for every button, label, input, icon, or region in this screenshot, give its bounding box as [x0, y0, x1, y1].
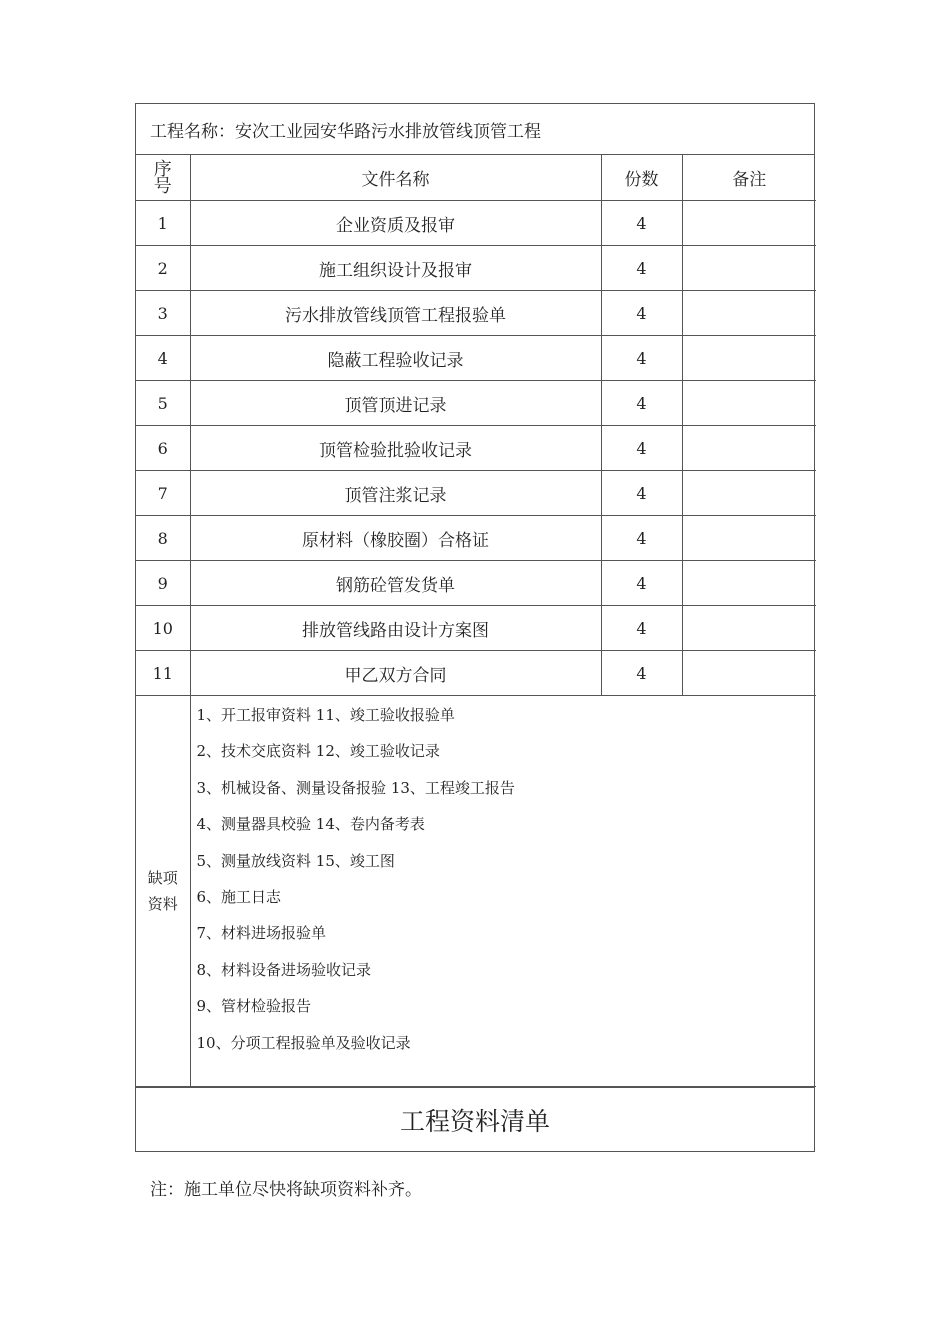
missing-label-line-2: 资料: [147, 895, 178, 913]
cell-file-name: 企业资质及报审: [190, 201, 601, 246]
header-seq-line-1: 序: [153, 158, 172, 180]
table-row: [136, 651, 816, 696]
cell-remarks: [682, 426, 816, 471]
missing-items-row: [136, 696, 816, 1087]
cell-seq: 3: [136, 291, 190, 336]
cell-file-name: 顶管注浆记录: [190, 471, 601, 516]
cell-copies: 4: [601, 516, 682, 561]
table-row: [136, 381, 816, 426]
cell-copies: 4: [601, 471, 682, 516]
header-file-name: 文件名称: [190, 155, 601, 201]
cell-copies: 4: [601, 336, 682, 381]
missing-item: 8、材料设备进场验收记录: [196, 960, 372, 979]
cell-remarks: [682, 381, 816, 426]
table-row: [136, 291, 816, 336]
project-title-row: [136, 104, 814, 155]
cell-seq: 8: [136, 516, 190, 561]
header-seq: [136, 155, 190, 201]
table-row: [136, 606, 816, 651]
cell-remarks: [682, 291, 816, 336]
project-name: 安次工业园安华路污水排放管线顶管工程: [235, 121, 541, 142]
missing-item: 5、测量放线资料 15、竣工图: [196, 851, 395, 870]
missing-item: 9、管材检验报告: [196, 997, 312, 1016]
document-sheet: [135, 103, 815, 1152]
file-list-table: [136, 155, 816, 696]
cell-remarks: [682, 561, 816, 606]
missing-item: 2、技术交底资料 12、竣工验收记录: [196, 742, 440, 761]
cell-remarks: [682, 651, 816, 696]
table-header-row: [136, 155, 816, 201]
cell-copies: 4: [601, 426, 682, 471]
cell-seq: 2: [136, 246, 190, 291]
cell-seq: 9: [136, 561, 190, 606]
table-row: [136, 336, 816, 381]
cell-copies: 4: [601, 606, 682, 651]
table-row: [136, 471, 816, 516]
table-row: [136, 426, 816, 471]
document-title: 工程资料清单: [136, 1087, 814, 1151]
cell-copies: 4: [601, 246, 682, 291]
cell-seq: 1: [136, 201, 190, 246]
cell-seq: 5: [136, 381, 190, 426]
project-label: 工程名称：: [150, 121, 235, 142]
cell-copies: 4: [601, 201, 682, 246]
cell-file-name: 污水排放管线顶管工程报验单: [190, 291, 601, 336]
footnote: 注：施工单位尽快将缺项资料补齐。: [150, 1180, 422, 1200]
missing-item: 7、材料进场报验单: [196, 924, 327, 943]
cell-remarks: [682, 516, 816, 561]
cell-seq: 11: [136, 651, 190, 696]
header-seq-line-2: 号: [153, 175, 172, 197]
cell-remarks: [682, 201, 816, 246]
cell-seq: 4: [136, 336, 190, 381]
cell-seq: 6: [136, 426, 190, 471]
cell-file-name: 顶管顶进记录: [190, 381, 601, 426]
cell-file-name: 施工组织设计及报审: [190, 246, 601, 291]
cell-remarks: [682, 336, 816, 381]
cell-remarks: [682, 606, 816, 651]
cell-file-name: 排放管线路由设计方案图: [190, 606, 601, 651]
table-row: [136, 561, 816, 606]
header-remarks: 备注: [682, 155, 816, 201]
cell-copies: 4: [601, 561, 682, 606]
table-row: [136, 516, 816, 561]
missing-items-list: [190, 696, 816, 1087]
cell-copies: 4: [601, 291, 682, 336]
cell-seq: 10: [136, 606, 190, 651]
cell-file-name: 钢筋砼管发货单: [190, 561, 601, 606]
cell-remarks: [682, 246, 816, 291]
missing-item: 3、机械设备、测量设备报验 13、工程竣工报告: [196, 778, 515, 797]
cell-file-name: 甲乙双方合同: [190, 651, 601, 696]
cell-file-name: 隐蔽工程验收记录: [190, 336, 601, 381]
cell-remarks: [682, 471, 816, 516]
missing-item: 1、开工报审资料 11、竣工验收报验单: [196, 706, 455, 724]
cell-seq: 7: [136, 471, 190, 516]
cell-copies: 4: [601, 381, 682, 426]
table-row: [136, 246, 816, 291]
cell-file-name: 原材料（橡胶圈）合格证: [190, 516, 601, 561]
cell-file-name: 顶管检验批验收记录: [190, 426, 601, 471]
missing-items-label: [136, 696, 190, 1087]
cell-copies: 4: [601, 651, 682, 696]
missing-item: 4、测量器具校验 14、卷内备考表: [196, 815, 425, 834]
missing-item: 10、分项工程报验单及验收记录: [196, 1033, 411, 1052]
missing-items-table: [136, 696, 816, 1087]
header-copies: 份数: [601, 155, 682, 201]
missing-label-line-1: 缺项: [147, 869, 178, 887]
missing-item: 6、施工日志: [196, 887, 282, 906]
table-row: [136, 201, 816, 246]
